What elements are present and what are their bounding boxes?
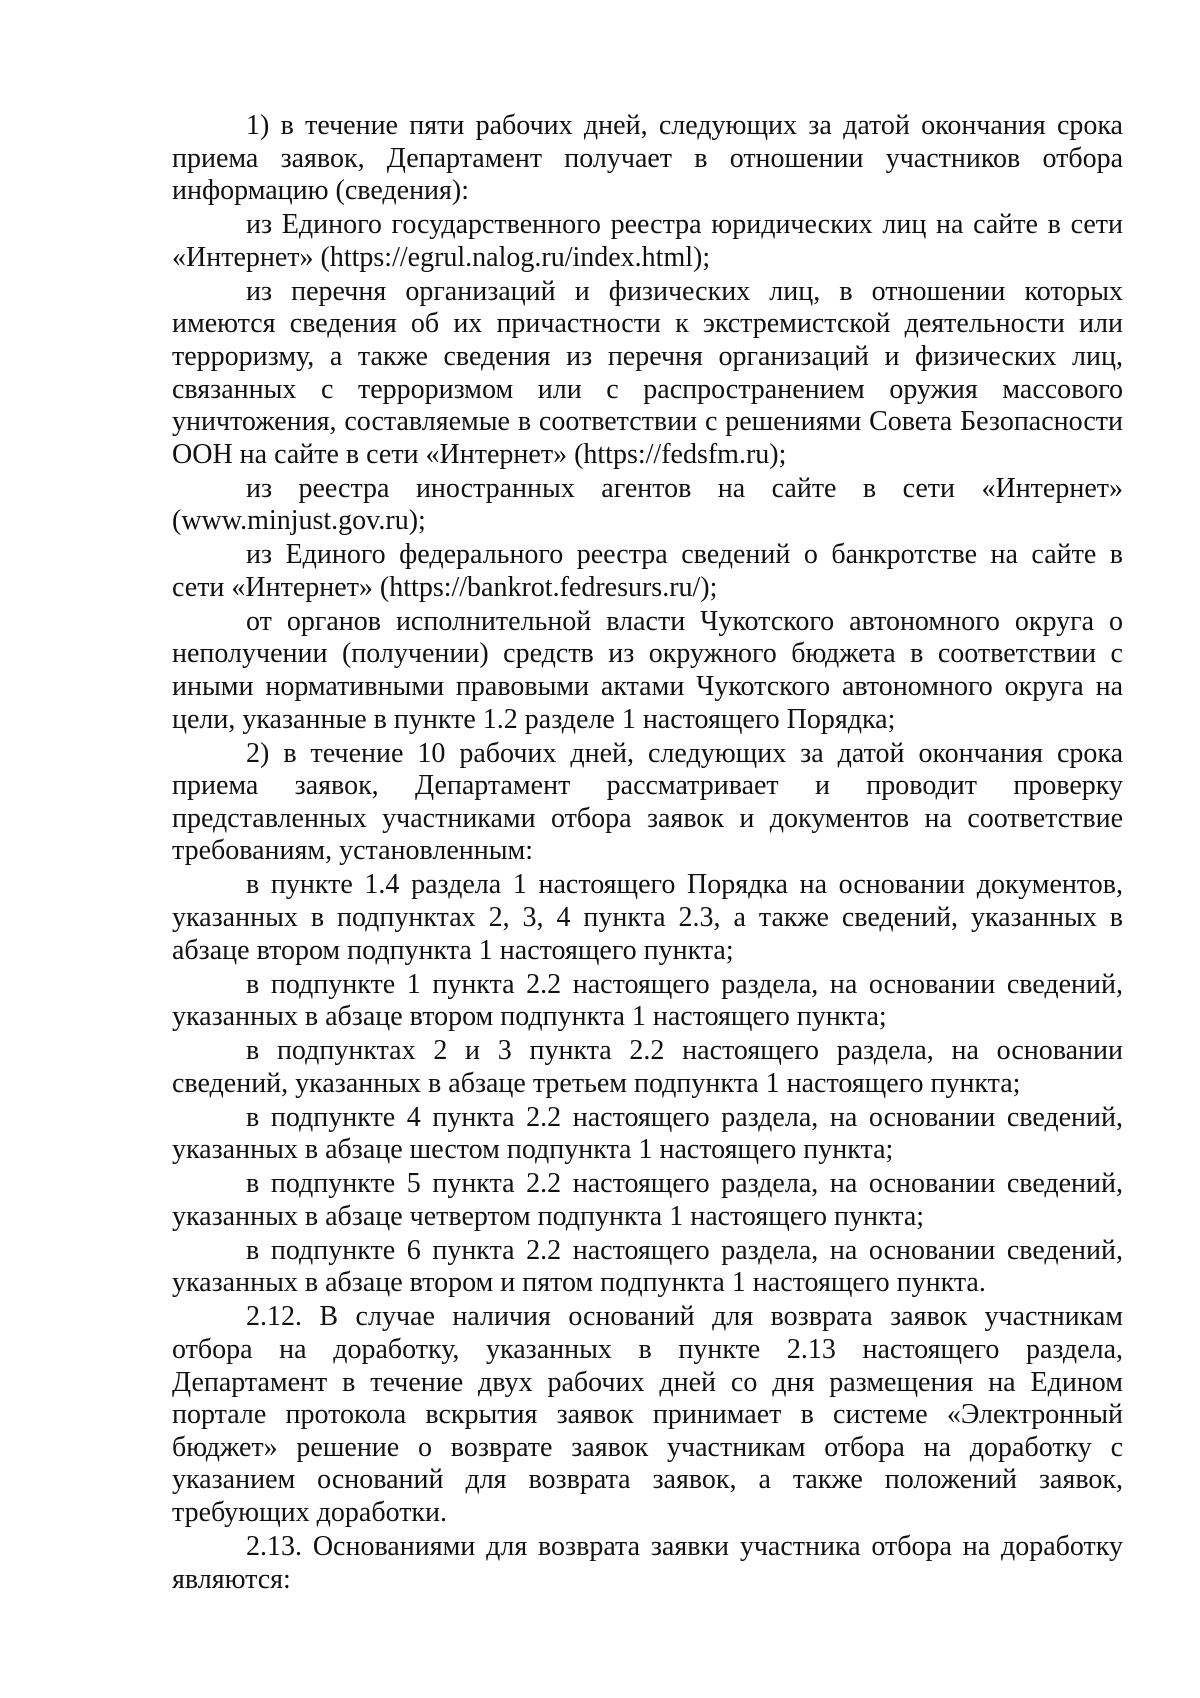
paragraph-subitem-4-clause-2-2: в подпункте 4 пункта 2.2 настоящего раздела, на основании сведений, указанных в абзаце шестом подпункта 1 настоящего пункта; xyxy=(172,1101,1123,1166)
paragraph-foreign-agents: из реестра иностранных агентов на сайте в сети «Интернет» (www.minjust.gov.ru); xyxy=(172,472,1123,537)
paragraph-subitem-2: 2) в течение 10 рабочих дней, следующих за датой окончания срока приема заявок, Департамент рассматривает и проводит проверку представленных участниками отбора заявок и документов на соответствие требованиям, установленным: xyxy=(172,737,1123,867)
paragraph-subitem-1-clause-2-2: в подпункте 1 пункта 2.2 настоящего раздела, на основании сведений, указанных в абзаце втором подпункта 1 настоящего пункта; xyxy=(172,968,1123,1033)
paragraph-extremism-list: из перечня организаций и физических лиц, в отношении которых имеются сведения об их причастности к экстремистской деятельности или терроризму, а также сведения из перечня организаций и физических лиц, связанных с терроризмом или с распространением оружия массового уничтожения, составляемые в соответствии с решениями Совета Безопасности ООН на сайте в сети «Интернет» (https://fedsfm.ru); xyxy=(172,275,1123,470)
paragraph-egrul: из Единого государственного реестра юридических лиц на сайте в сети «Интернет» (https://egrul.nalog.ru/index.html); xyxy=(172,209,1123,273)
paragraph-subitem-1: 1) в течение пяти рабочих дней, следующих за датой окончания срока приема заявок, Департамент получает в отношении участников отбора информацию (сведения): xyxy=(172,110,1123,207)
paragraph-executive-bodies: от органов исполнительной власти Чукотского автономного округа о неполучении (получении) средств из окружного бюджета в соответствии с иными нормативными правовыми актами Чукотского автономного округа на цели, указанные в пункте 1.2 разделе 1 настоящего Порядка; xyxy=(172,605,1123,735)
paragraph-clause-2-13: 2.13. Основаниями для возврата заявки участника отбора на доработку являются: xyxy=(172,1531,1123,1595)
document-page xyxy=(172,110,1123,1598)
paragraph-clause-2-12: 2.12. В случае наличия оснований для возврата заявок участникам отбора на доработку, указанных в пункте 2.13 настоящего раздела, Департамент в течение двух рабочих дней со дня размещения на Едином портале протокола вскрытия заявок принимает в системе «Электронный бюджет» решение о возврате заявок участникам отбора на доработку с указанием оснований для возврата заявок, а также положений заявок, требующих доработки. xyxy=(172,1301,1123,1529)
paragraph-subitem-5-clause-2-2: в подпункте 5 пункта 2.2 настоящего раздела, на основании сведений, указанных в абзаце четвертом подпункта 1 настоящего пункта; xyxy=(172,1168,1123,1232)
paragraph-subitems-2-3-clause-2-2: в подпунктах 2 и 3 пункта 2.2 настоящего раздела, на основании сведений, указанных в абзаце третьем подпункта 1 настоящего пункта; xyxy=(172,1035,1123,1099)
paragraph-bankruptcy: из Единого федерального реестра сведений о банкротстве на сайте в сети «Интернет» (https://bankrot.fedresurs.ru/); xyxy=(172,539,1123,603)
paragraph-subitem-6-clause-2-2: в подпункте 6 пункта 2.2 настоящего раздела, на основании сведений, указанных в абзаце втором и пятом подпункта 1 настоящего пункта. xyxy=(172,1234,1123,1299)
paragraph-clause-1-4: в пункте 1.4 раздела 1 настоящего Порядка на основании документов, указанных в подпунктах 2, 3, 4 пункта 2.3, а также сведений, указанных в абзаце втором подпункта 1 настоящего пункта; xyxy=(172,869,1123,966)
